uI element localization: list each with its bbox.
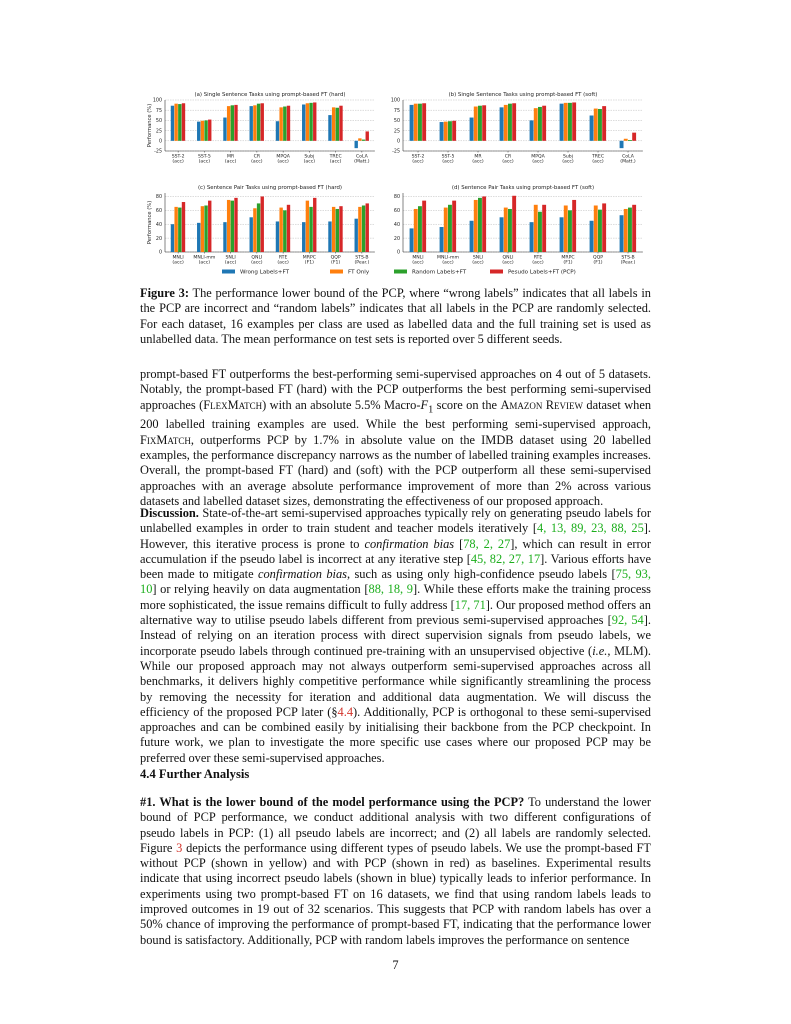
bar bbox=[598, 210, 602, 252]
bar bbox=[250, 217, 253, 252]
x-tick-label: CR bbox=[253, 154, 261, 160]
bar bbox=[174, 104, 177, 141]
bar bbox=[504, 105, 508, 141]
bar bbox=[182, 202, 185, 252]
y-axis-label: Performance (%) bbox=[147, 103, 153, 148]
bar bbox=[534, 205, 538, 252]
bar bbox=[452, 121, 456, 141]
bar bbox=[250, 106, 253, 141]
citation-link[interactable]: 17, 71 bbox=[454, 597, 486, 612]
x-tick-metric: (acc) bbox=[562, 159, 574, 165]
bar bbox=[632, 205, 636, 252]
bar bbox=[257, 203, 260, 252]
x-tick-metric: (acc) bbox=[224, 159, 237, 165]
x-tick-metric: (acc) bbox=[592, 159, 604, 165]
x-tick-label: STS-B bbox=[621, 255, 635, 261]
bar bbox=[620, 215, 624, 252]
bar bbox=[632, 133, 636, 141]
chart-title: (d) Sentence Pair Tasks using prompt-based FT (soft) bbox=[451, 185, 595, 191]
bar bbox=[410, 105, 414, 141]
bar bbox=[500, 107, 504, 140]
x-tick-label: SST-5 bbox=[441, 154, 455, 160]
figure-caption bbox=[140, 286, 651, 347]
bar bbox=[602, 106, 606, 141]
bar bbox=[560, 104, 564, 141]
x-tick-label: CoLA bbox=[622, 154, 634, 160]
bar bbox=[418, 104, 422, 141]
bar bbox=[628, 208, 632, 252]
x-tick-label: MPQA bbox=[531, 154, 545, 160]
text: ]. Various efforts have been made to mitigate bbox=[140, 551, 651, 582]
x-tick-label: RTE bbox=[278, 255, 288, 261]
chart-panel-2 bbox=[391, 92, 643, 165]
x-tick-label: SNLI bbox=[472, 255, 484, 261]
legend-label: Pesudo Labels+FT (PCP) bbox=[508, 269, 576, 276]
bar bbox=[276, 221, 279, 252]
x-tick-metric: (acc) bbox=[277, 260, 289, 266]
y-tick-label: 75 bbox=[155, 108, 162, 114]
bar bbox=[500, 217, 504, 252]
text: ] or relying heavily on data augmentation [ bbox=[152, 582, 369, 597]
bar bbox=[478, 198, 482, 252]
x-tick-label: MNLI bbox=[412, 255, 424, 261]
x-tick-metric: (acc) bbox=[303, 159, 316, 165]
bar bbox=[257, 104, 260, 141]
paragraph-label: #1. What is the lower bound of the model performance using the PCP? bbox=[140, 795, 525, 809]
bar bbox=[339, 106, 342, 141]
y-tick-label: 0 bbox=[158, 250, 162, 256]
y-tick-label: 25 bbox=[393, 129, 400, 135]
bar bbox=[530, 222, 534, 252]
bar bbox=[410, 228, 414, 252]
bar bbox=[422, 103, 426, 141]
bar bbox=[470, 221, 474, 252]
bar bbox=[279, 107, 282, 140]
bar bbox=[302, 222, 305, 252]
bar bbox=[624, 209, 628, 252]
x-tick-label: QNLI bbox=[502, 255, 514, 261]
bar bbox=[572, 200, 576, 252]
y-tick-label: 25 bbox=[155, 129, 162, 135]
bar bbox=[452, 201, 456, 252]
bar bbox=[568, 210, 572, 252]
y-tick-label: 0 bbox=[158, 139, 162, 145]
x-tick-metric: (Matt.) bbox=[354, 159, 370, 165]
bar bbox=[178, 104, 181, 141]
bar bbox=[208, 120, 211, 141]
bar bbox=[231, 201, 234, 252]
bar bbox=[328, 221, 331, 252]
bar bbox=[336, 209, 339, 252]
bar bbox=[332, 207, 335, 252]
x-tick-metric: (Matt.) bbox=[620, 159, 636, 165]
bar bbox=[204, 205, 207, 252]
x-tick-label: QQP bbox=[330, 255, 341, 261]
y-tick-label: 60 bbox=[155, 209, 162, 215]
bar bbox=[201, 121, 204, 141]
bar bbox=[508, 104, 512, 141]
citation-link[interactable]: 92, 54 bbox=[611, 613, 644, 628]
bar bbox=[564, 205, 568, 252]
y-tick-label: 0 bbox=[396, 139, 400, 145]
chart-title: (c) Sentence Pair Tasks using prompt-based FT (hard) bbox=[197, 185, 343, 191]
text: score on the bbox=[433, 397, 501, 412]
text: depicts the performance using different types of pseudo labels. We use the prompt-based FT without PCP (shown in yellow) and with PCP (shown in red) as baselines. Experimental results indicate that using incorrect pseudo labels (shown in blue) typically leads to inferior performance. In experiments using two prompt-based FT on 16 datasets, we find that using random labels leads to improved outcomes in 19 out of 32 scenarios. This suggests that PCP with random labels has over a 50% chance of improving the performance of prompt-based FT, indicating that the performance lower bound is satisfactory. Additionally, PCP with random labels improves the performance on sentence bbox=[140, 840, 652, 947]
bar bbox=[171, 106, 174, 141]
bar bbox=[598, 109, 602, 141]
x-tick-metric: (acc) bbox=[251, 159, 263, 165]
bar bbox=[355, 219, 358, 252]
bar bbox=[534, 108, 538, 141]
bar bbox=[440, 122, 444, 141]
x-tick-metric: (Pear.) bbox=[354, 260, 370, 266]
x-tick-label: SST-2 bbox=[171, 154, 185, 160]
y-tick-label: 50 bbox=[155, 119, 162, 125]
bar bbox=[478, 106, 482, 141]
bar bbox=[182, 103, 185, 141]
x-tick-metric: (acc) bbox=[251, 260, 263, 266]
bar bbox=[448, 121, 452, 141]
x-tick-label: SNLI bbox=[225, 255, 236, 261]
bar bbox=[309, 103, 312, 141]
bar bbox=[178, 208, 181, 252]
bar bbox=[414, 104, 418, 141]
bar bbox=[313, 198, 316, 252]
y-tick-label: 80 bbox=[155, 195, 162, 201]
paragraph-lower-bound bbox=[140, 795, 651, 948]
bar bbox=[171, 224, 174, 252]
section-ref-link[interactable]: 4.4 bbox=[337, 704, 354, 719]
math-symbol: F bbox=[420, 397, 429, 412]
bar bbox=[355, 141, 358, 148]
y-tick-label: 20 bbox=[393, 236, 400, 242]
bar bbox=[309, 207, 312, 252]
bar bbox=[253, 208, 256, 252]
bar bbox=[223, 118, 226, 141]
bar bbox=[362, 205, 365, 252]
x-tick-label: Subj bbox=[304, 154, 315, 160]
bar bbox=[482, 196, 486, 252]
y-tick-label: 80 bbox=[393, 195, 400, 201]
bar bbox=[302, 104, 305, 140]
bar bbox=[572, 102, 576, 140]
bar bbox=[602, 203, 606, 252]
page-number: 7 bbox=[392, 958, 399, 972]
x-tick-label: CoLA bbox=[355, 154, 368, 160]
bar bbox=[590, 116, 594, 141]
emphasis: i.e., bbox=[592, 643, 611, 658]
legend-swatch bbox=[490, 270, 503, 274]
citation-link[interactable]: 45, 82, 27, 17 bbox=[470, 551, 541, 566]
x-tick-label: TREC bbox=[591, 154, 605, 160]
legend-label: Random Labels+FT bbox=[412, 269, 467, 276]
x-tick-metric: (acc) bbox=[442, 159, 454, 165]
chart-title: (a) Single Sentence Tasks using prompt-based FT (hard) bbox=[194, 92, 346, 98]
x-tick-metric: (acc) bbox=[224, 260, 237, 266]
text: dataset when 200 labelled training examples are used. While the best performing semi-supervised approach, bbox=[140, 397, 652, 432]
bar bbox=[440, 227, 444, 252]
text: ]. Instead of relying on an iteration process with direct supervision signals from pseudo labels, we incorporate pseudo labels through continued pre-training with an unsupervised objective ( bbox=[140, 613, 651, 658]
x-tick-label: MR bbox=[227, 154, 235, 160]
y-axis-label: Performance (%) bbox=[147, 200, 153, 245]
text: ], which can result in error accumulation if the pseudo label is incorrect at any iterative step [ bbox=[140, 536, 652, 566]
x-tick-label: TREC bbox=[329, 154, 342, 160]
x-tick-label: SST-2 bbox=[411, 154, 425, 160]
chart-panel-4 bbox=[394, 185, 643, 266]
y-tick-label: 40 bbox=[155, 222, 162, 228]
y-tick-label: 100 bbox=[152, 98, 162, 104]
bar bbox=[231, 105, 234, 140]
caption-label: Figure 3: bbox=[140, 286, 189, 300]
x-tick-metric: (acc) bbox=[172, 159, 184, 165]
bar bbox=[422, 201, 426, 252]
bar bbox=[594, 205, 598, 252]
x-tick-metric: (Pear.) bbox=[620, 260, 636, 266]
figure-3 bbox=[140, 86, 660, 282]
x-tick-label: CR bbox=[504, 154, 512, 160]
bar bbox=[542, 205, 546, 252]
legend bbox=[222, 270, 576, 276]
bar bbox=[624, 139, 628, 141]
chart-panel-1 bbox=[147, 92, 375, 165]
bar bbox=[223, 222, 226, 252]
bar bbox=[418, 206, 422, 252]
bar bbox=[542, 106, 546, 141]
x-tick-label: Subj bbox=[562, 154, 574, 160]
y-tick-label: 60 bbox=[393, 209, 400, 215]
x-tick-label: QNLI bbox=[251, 255, 263, 261]
bar bbox=[482, 105, 486, 140]
bar bbox=[204, 120, 207, 140]
y-tick-label: 40 bbox=[393, 222, 400, 228]
y-tick-label: 100 bbox=[390, 98, 400, 104]
bar bbox=[470, 118, 474, 141]
citation-link[interactable]: 4, 13, 89, 23, 88, 25 bbox=[537, 521, 644, 536]
legend-label: FT Only bbox=[348, 269, 370, 276]
x-tick-metric: (F1) bbox=[563, 260, 573, 266]
bar bbox=[628, 140, 632, 141]
bar bbox=[358, 207, 361, 252]
bar bbox=[313, 102, 316, 140]
x-tick-metric: (acc) bbox=[442, 260, 454, 266]
bar bbox=[306, 103, 309, 141]
x-tick-metric: (acc) bbox=[198, 260, 211, 266]
x-tick-metric: (F1) bbox=[331, 260, 341, 266]
y-tick-label: -25 bbox=[392, 149, 400, 155]
paragraph-discussion bbox=[140, 506, 651, 766]
method-name: FixMatch bbox=[140, 432, 191, 447]
bar bbox=[287, 106, 290, 141]
text: ]. While these efforts make the training process more sophisticated, the issue remains difficult to fully address [ bbox=[140, 582, 652, 612]
x-tick-label: STS-B bbox=[355, 255, 369, 261]
bar bbox=[201, 206, 204, 252]
x-tick-label: MNLI-mm bbox=[193, 255, 216, 261]
bar bbox=[339, 206, 342, 252]
caption-text: The performance lower bound of the PCP, where “wrong labels” indicates that all labels in the PCP are incorrect and “random labels” indicates that all labels in the PCP are randomly selected. For each dataset, 16 examples per class are used as labelled data and the full training set is used as unlabelled data. The mean performance on test sets is reported over 5 different seeds. bbox=[140, 286, 651, 346]
legend-swatch bbox=[394, 270, 407, 274]
bar bbox=[174, 207, 177, 252]
bar bbox=[234, 105, 237, 141]
bar bbox=[276, 121, 279, 141]
x-tick-label: MRPC bbox=[561, 255, 575, 261]
bar bbox=[227, 200, 230, 252]
x-tick-metric: (acc) bbox=[412, 260, 424, 266]
bar bbox=[474, 107, 478, 141]
citation-link[interactable]: 75, 93, 10 bbox=[140, 567, 651, 597]
x-tick-metric: (acc) bbox=[277, 159, 289, 165]
bar bbox=[261, 103, 264, 141]
bar bbox=[414, 209, 418, 252]
x-tick-metric: (acc) bbox=[532, 260, 544, 266]
emphasis: confirmation bias bbox=[257, 567, 347, 582]
x-tick-metric: (acc) bbox=[472, 159, 484, 165]
x-tick-metric: (acc) bbox=[412, 159, 424, 165]
text: MLM). While our proposed approach may not always outperform semi-supervised approaches across all benchmarks, it delivers highly competitive performance while significantly streamlining the process by removing the necessity for iteration and additional data augmentation. We will discuss the efficiency of the proposed PCP later (§ bbox=[140, 643, 651, 719]
x-tick-label: MRPC bbox=[302, 255, 316, 261]
bar bbox=[560, 217, 564, 252]
legend-label: Wrong Labels+FT bbox=[240, 269, 289, 276]
x-tick-metric: (acc) bbox=[472, 260, 484, 266]
text: [ bbox=[454, 536, 464, 551]
bar bbox=[444, 208, 448, 252]
bar bbox=[283, 107, 286, 141]
chart-panel-3 bbox=[147, 185, 375, 266]
bar bbox=[530, 120, 534, 140]
x-tick-metric: (acc) bbox=[502, 159, 514, 165]
bar bbox=[594, 109, 598, 141]
bar bbox=[261, 196, 264, 252]
y-tick-label: -25 bbox=[154, 149, 162, 155]
bar bbox=[568, 103, 572, 141]
bar bbox=[504, 208, 508, 252]
x-tick-label: MPQA bbox=[276, 154, 290, 160]
x-tick-metric: (F1) bbox=[593, 260, 603, 266]
text: prompt-based FT outperforms the best-performing semi-supervised approaches on 4 out of 5 datasets. Notably, the prompt-based FT (hard) with the PCP outperforms the best performing semi-supervised approaches ( bbox=[140, 367, 651, 412]
y-tick-label: 20 bbox=[155, 236, 162, 242]
bar bbox=[620, 141, 624, 148]
bar bbox=[366, 131, 369, 140]
x-tick-metric: (acc) bbox=[198, 159, 211, 165]
text: , outperforms PCP by 1.7% in absolute value on the IMDB dataset using 20 labelled examples, the performance discrepancy narrows as the number of labelled training examples increases. Overall, the prompt-based FT (hard) and (soft) with the PCP outperform all these semi-supervised approaches with an average absolute performance improvement of more than 2% across various datasets and labelled dataset sizes, demonstrating the effectiveness of our proposed approach. bbox=[140, 432, 651, 508]
bar bbox=[306, 201, 309, 252]
x-tick-metric: (F1) bbox=[304, 260, 314, 266]
x-tick-label: MNLI bbox=[172, 255, 184, 261]
paragraph-results bbox=[140, 367, 651, 509]
math-subscript: 1 bbox=[428, 404, 434, 416]
bar bbox=[336, 108, 339, 141]
x-tick-label: QQP bbox=[592, 255, 604, 261]
bar bbox=[234, 198, 237, 252]
bar bbox=[362, 140, 365, 141]
bar bbox=[366, 203, 369, 252]
x-tick-label: MNLI-mm bbox=[437, 255, 459, 261]
bar bbox=[448, 205, 452, 252]
emphasis: confirmation bias bbox=[364, 536, 455, 551]
x-tick-label: MR bbox=[474, 154, 482, 160]
y-tick-label: 50 bbox=[393, 119, 400, 125]
legend-swatch bbox=[330, 270, 343, 274]
figure-ref-link[interactable]: 3 bbox=[176, 840, 183, 855]
citation-link[interactable]: 88, 18, 9 bbox=[368, 582, 413, 597]
bar bbox=[328, 115, 331, 141]
x-tick-label: SST-5 bbox=[197, 154, 211, 160]
bar bbox=[332, 107, 335, 140]
method-name: FlexMatch bbox=[203, 397, 263, 412]
bar bbox=[208, 201, 211, 252]
text: To understand the lower bound of PCP performance, we conduct additional analysis with two different configurations of pseudo labels in PCP: (1) all pseudo labels are incorrect; and (2) all labels are randomly selected. Figure bbox=[140, 795, 651, 855]
bar bbox=[283, 210, 286, 252]
y-tick-label: 0 bbox=[396, 250, 400, 256]
text: ]. However, this iterative process is prone to bbox=[140, 521, 651, 551]
citation-link[interactable]: 78, 2, 27 bbox=[463, 536, 511, 551]
bar bbox=[197, 223, 200, 252]
bar bbox=[538, 107, 542, 141]
bar bbox=[444, 122, 448, 141]
bar bbox=[227, 106, 230, 141]
text: State-of-the-art semi-supervised approaches typically rely on generating pseudo labels for unlabelled examples in order to train student and teacher models iteratively [ bbox=[140, 506, 651, 536]
bar bbox=[253, 105, 256, 140]
y-tick-label: 75 bbox=[393, 108, 400, 114]
paragraph-label: Discussion. bbox=[140, 506, 199, 520]
x-tick-metric: (acc) bbox=[502, 260, 514, 266]
text: ]. Our proposed method offers an alternative way to utilise pseudo labels different from previous semi-supervised approaches [ bbox=[140, 597, 651, 628]
legend-swatch bbox=[222, 270, 235, 274]
bar bbox=[279, 208, 282, 252]
section-heading: 4.4 Further Analysis bbox=[140, 767, 250, 781]
text: , such as using only high-confidence pseudo labels [ bbox=[347, 567, 616, 582]
x-tick-metric: (acc) bbox=[532, 159, 544, 165]
dataset-name: Amazon Review bbox=[500, 397, 584, 412]
bar bbox=[512, 103, 516, 141]
bar bbox=[538, 212, 542, 252]
bar bbox=[564, 103, 568, 141]
bar bbox=[590, 221, 594, 252]
chart-title: (b) Single Sentence Tasks using prompt-based FT (soft) bbox=[448, 92, 598, 98]
bar bbox=[197, 122, 200, 141]
x-tick-metric: (acc) bbox=[172, 260, 184, 266]
bar bbox=[287, 205, 290, 252]
bar bbox=[508, 209, 512, 252]
bar bbox=[358, 138, 361, 140]
x-tick-metric: (acc) bbox=[329, 159, 342, 165]
bar bbox=[474, 200, 478, 252]
text: ). Additionally, PCP is orthogonal to these semi-supervised approaches and can be combined easily by initialising their backbone from the PCP checkpoint. In future work, we plan to investigate the more specific use cases where our proposed PCP may be preferred over these semi-supervised approaches. bbox=[140, 704, 651, 765]
bar bbox=[512, 196, 516, 252]
text: ) with an absolute 5.5% Macro- bbox=[262, 397, 421, 412]
x-tick-label: RTE bbox=[533, 255, 543, 261]
